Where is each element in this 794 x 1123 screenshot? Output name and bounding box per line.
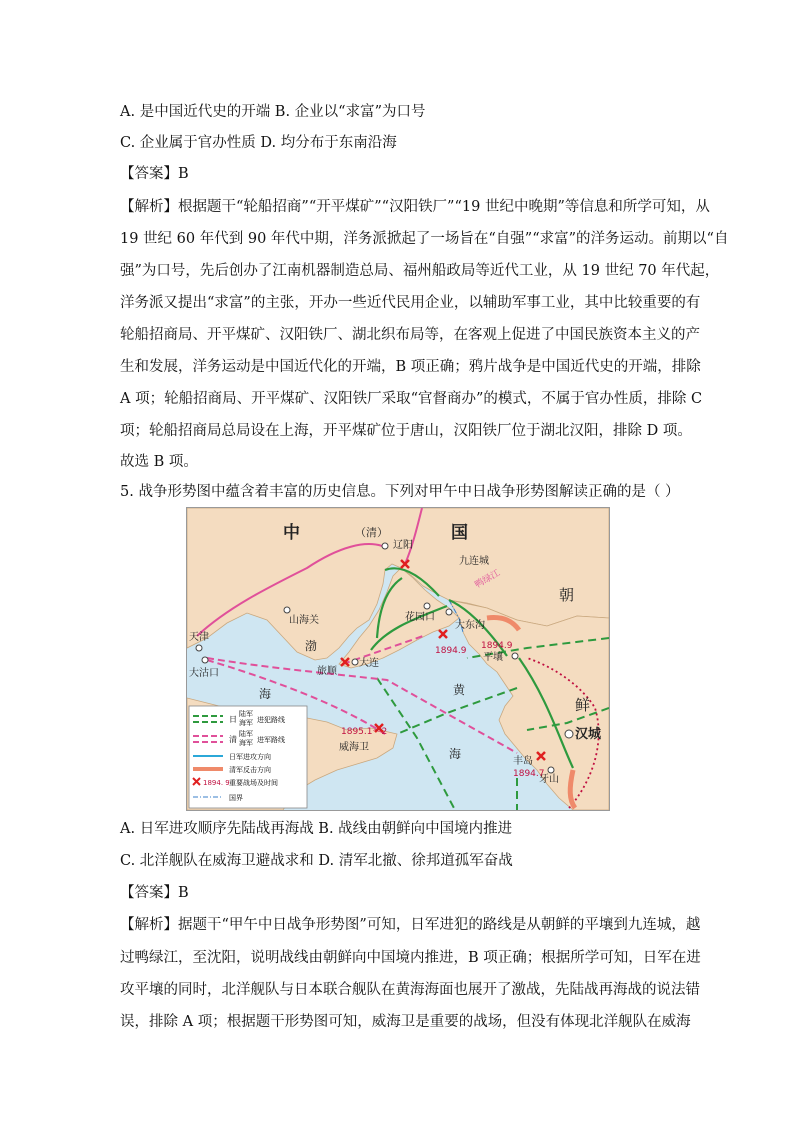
legend-ri-haijun: 海军: [239, 719, 253, 727]
analysis-q5-line-1: 【解析】据题干“甲午中日战争形势图”可知，日军进犯的路线是从朝鲜的平壤到九连城，越: [120, 917, 701, 933]
label-jiulian: 九连城: [459, 556, 489, 567]
map-legend: [189, 706, 307, 808]
label-date-1894c: 1894.7: [513, 769, 545, 779]
label-chao: 朝: [559, 586, 575, 604]
label-lushun: 旅顺: [317, 666, 337, 677]
analysis-q4-line-9: 故选 B 项。: [120, 454, 198, 470]
legend-battle: 重要战场及时间: [229, 779, 278, 787]
option-c-d-q4: C. 企业属于官办性质 D. 均分布于东南沿海: [120, 135, 397, 151]
option-a-b-q5: A. 日军进攻顺序先陆战再海战 B. 战线由朝鲜向中国境内推进: [120, 821, 513, 837]
analysis-q4-line-2: 19 世纪 60 年代到 90 年代中期，洋务派掀起了一场旨在“自强”“求富”的洋务运动。前期以“自: [120, 231, 729, 247]
label-date-1894a: 1894.9: [435, 646, 467, 656]
analysis-q5-line-3: 攻平壤的同时，北洋舰队与日本联合舰队在黄海海面也展开了激战，先陆战再海战的说法错: [120, 982, 700, 998]
label-pingrang: 平壤: [483, 652, 503, 663]
legend-qing-lujun: 陆军: [239, 730, 253, 738]
label-date-1894b: 1894.9: [481, 641, 513, 651]
legend-ri: 日: [229, 715, 237, 724]
analysis-q5-line-2: 过鸭绿江，至沈阳，说明战线由朝鲜向中国境内推进，B 项正确；根据所学可知，日军在进: [120, 950, 701, 966]
analysis-q4-line-7: A 项；轮船招商局、开平煤矿、汉阳铁厂采取“官督商办”的模式，不属于官办性质，排除 C: [120, 391, 703, 407]
label-huayuankou: 花园口: [405, 612, 435, 623]
analysis-q4-line-3: 强”为口号，先后创办了江南机器制造总局、福州船政局等近代工业，从 19 世纪 70 年代起，: [120, 263, 720, 279]
label-shanhaiguan: 山海关: [289, 615, 319, 626]
legend-attack: 日军进攻方向: [229, 753, 271, 761]
label-zhong: 中: [283, 523, 300, 543]
label-xian: 鲜: [575, 696, 591, 714]
label-yalu: 鸭绿江: [473, 568, 502, 591]
analysis-q4-line-6: 生和发展，洋务运动是中国近代化的开端，B 项正确；鸦片战争是中国近代史的开端，排除: [120, 359, 701, 375]
label-liaoyang: 辽阳: [393, 540, 413, 551]
legend-qing-haijun: 海军: [239, 739, 253, 747]
label-bo: 渤: [305, 639, 318, 653]
analysis-q4-line-5: 轮船招商局、开平煤矿、汉阳铁厂、湖北织布局等，在客观上促进了中国民族资本主义的产: [120, 327, 700, 343]
label-qing: （清）: [355, 526, 388, 539]
label-guo: 国: [451, 523, 468, 543]
option-a-b-q4: A. 是中国近代史的开端 B. 企业以“求富”为口号: [120, 104, 426, 120]
question-5: 5. 战争形势图中蕴含着丰富的历史信息。下列对甲午中日战争形势图解读正确的是（ ）: [120, 484, 680, 500]
legend-qing-route: 进军路线: [257, 736, 285, 744]
answer-q5: 【答案】B: [120, 885, 189, 901]
legend-ri-lujun: 陆军: [239, 710, 253, 718]
legend-qing: 清: [229, 735, 237, 744]
sino-japanese-war-map: [186, 507, 610, 811]
label-huang: 黄: [453, 683, 466, 697]
analysis-q4-line-1: 【解析】根据题干“轮船招商”“开平煤矿”“汉阳铁厂”“19 世纪中晚期”等信息和所学可知，从: [120, 199, 710, 215]
label-yashan: 牙山: [539, 774, 559, 785]
legend-border: 国界: [229, 794, 243, 802]
legend-counter: 清军反击方向: [229, 766, 271, 774]
label-hai1: 海: [259, 687, 272, 701]
label-date-1895: 1895.1～2: [341, 727, 388, 737]
label-tianjin: 天津: [189, 632, 209, 643]
label-dagukou: 大沽口: [189, 668, 219, 679]
answer-q4: 【答案】B: [120, 166, 189, 182]
label-weihaiwei: 威海卫: [339, 742, 369, 753]
analysis-q4-line-8: 项；轮船招商局总局设在上海，开平煤矿位于唐山，汉阳铁厂位于湖北汉阳，排除 D 项。: [120, 423, 692, 439]
option-c-d-q5: C. 北洋舰队在威海卫避战求和 D. 清军北撤、徐邦道孤军奋战: [120, 853, 513, 869]
label-hai2: 海: [449, 747, 462, 761]
legend-battle-date: 1894. 9: [203, 779, 230, 787]
analysis-q4-line-4: 洋务派又提出“求富”的主张，开办一些近代民用企业，以辅助军事工业，其中比较重要的有: [120, 295, 701, 311]
analysis-q5-line-4: 误，排除 A 项；根据题干形势图可知，威海卫是重要的战场，但没有体现北洋舰队在威海: [120, 1014, 691, 1030]
legend-ri-route: 进犯路线: [257, 716, 285, 724]
label-fengdao: 丰岛: [513, 756, 533, 767]
label-dadonggou: 大东沟: [455, 620, 485, 631]
label-dalian: 大连: [359, 658, 379, 669]
label-hancheng: 汉城: [575, 727, 602, 742]
